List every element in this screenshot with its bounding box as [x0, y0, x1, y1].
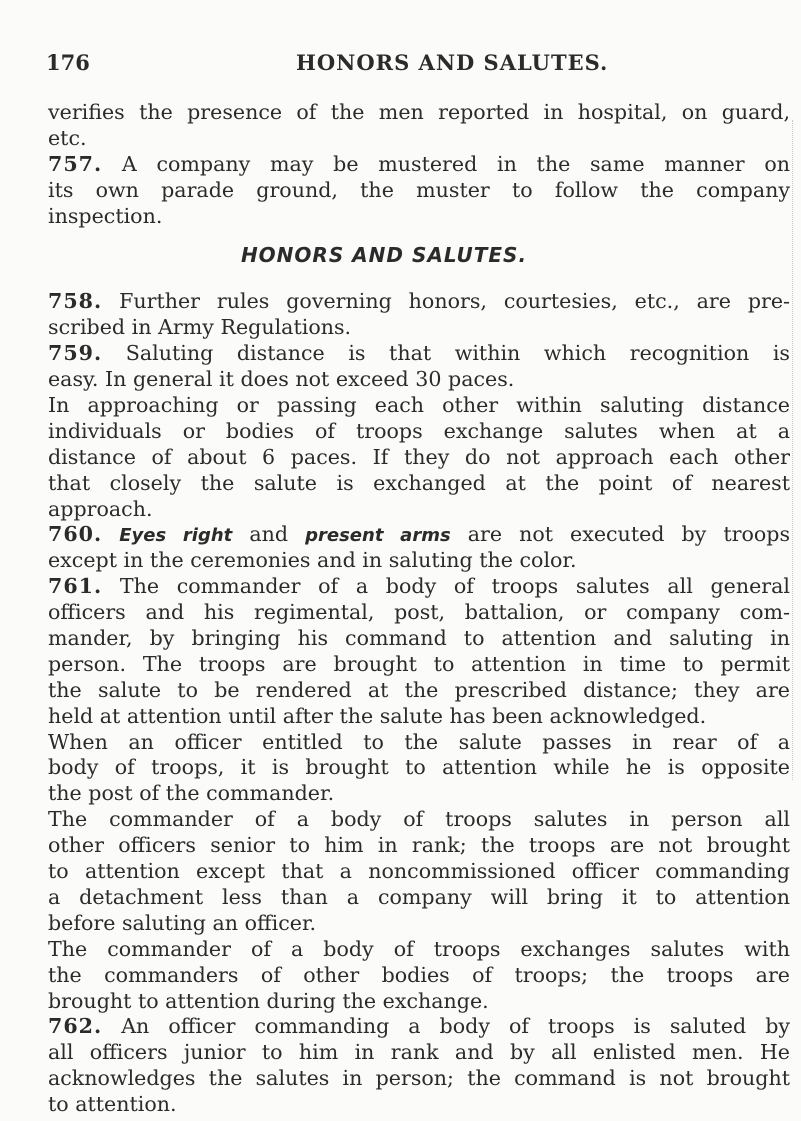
text-line: distance of about 6 paces. If they do not approach each other: [48, 444, 790, 469]
paragraph-758-line: [48, 289, 790, 315]
text-line: to attention.: [48, 1092, 177, 1117]
text-line: its own parade ground, the muster to follow the company: [48, 177, 790, 202]
command-present-arms: present arms: [305, 525, 451, 547]
page-edge-shadow: [789, 120, 793, 780]
text-line: etc.: [48, 125, 87, 150]
text-line: When an officer entitled to the salute passes in rear of a: [48, 729, 790, 754]
text-line: The commander of a body of troops salutes in person all: [48, 807, 790, 832]
text-line: acknowledges the salutes in person; the command is not brought: [48, 1066, 790, 1091]
section-number: 759.: [48, 341, 103, 366]
text-run: are not executed by troops: [467, 522, 791, 547]
page-number: 176: [46, 50, 90, 75]
paragraph-761-line: [48, 574, 790, 600]
text-line: person. The troops are brought to attention in time to permit: [48, 651, 790, 676]
text-run: An officer commanding a body of troops is saluted by: [121, 1014, 791, 1039]
text-line: a detachment less than a company will bring it to attention: [48, 884, 790, 909]
text-line: the salute to be rendered at the prescribed distance; they are: [48, 677, 790, 702]
text-line: other officers senior to him in rank; the troops are not brought: [48, 833, 790, 858]
text-line: before saluting an officer.: [48, 910, 317, 935]
command-eyes-right: Eyes right: [119, 525, 233, 547]
text-line: The commander of a body of troops exchanges salutes with: [48, 936, 790, 961]
text-line: In approaching or passing each other within saluting distance: [48, 393, 790, 418]
text-run: The commander of a body of troops salutes all general: [119, 574, 790, 599]
text-line: individuals or bodies of troops exchange salutes when at a: [48, 418, 790, 443]
text-line: officers and his regimental, post, battalion, or company com-: [48, 600, 790, 625]
text-run: Further rules governing honors, courtesies, etc., are pre-: [119, 289, 790, 314]
text-line: approach.: [48, 496, 153, 521]
paragraph-762-line: [48, 1014, 790, 1040]
paragraph-760-line: [48, 522, 790, 548]
text-line: the commanders of other bodies of troops; the troops are: [48, 962, 790, 987]
text-line: that closely the salute is exchanged at the point of nearest: [48, 470, 790, 495]
text-line: body of troops, it is brought to attention while he is opposite: [48, 755, 790, 780]
text-line: inspection.: [48, 203, 163, 228]
text-line: held at attention until after the salute has been acknowledged.: [48, 703, 707, 728]
text-line: mander, by bringing his command to attention and saluting in: [48, 626, 790, 651]
text-line: scribed in Army Regulations.: [48, 315, 352, 340]
text-run: A company may be mustered in the same manner on: [121, 151, 790, 176]
section-number: 760.: [48, 522, 103, 547]
section-number: 762.: [48, 1014, 103, 1039]
text-line: to attention except that a noncommissioned officer commanding: [48, 859, 790, 884]
paragraph-759-line: [48, 341, 790, 367]
text-line: brought to attention during the exchange.: [48, 988, 489, 1013]
text-line: the post of the commander.: [48, 781, 335, 806]
body-text: [48, 100, 790, 1118]
section-heading: HONORS AND SALUTES.: [240, 243, 528, 268]
text-run: and: [249, 522, 289, 547]
section-number: 757.: [48, 151, 103, 176]
text-line: verifies the presence of the men reported in hospital, on guard,: [48, 100, 790, 124]
running-header: [46, 50, 791, 74]
text-line: all officers junior to him in rank and by all enlisted men. He: [48, 1040, 790, 1065]
text-run: Saluting distance is that within which recognition is: [125, 341, 790, 366]
text-line: easy. In general it does not exceed 30 paces.: [48, 367, 515, 392]
section-number: 761.: [48, 574, 103, 599]
paragraph-757-line: [48, 152, 790, 178]
text-line: except in the ceremonies and in saluting the color.: [48, 548, 577, 573]
section-number: 758.: [48, 289, 103, 314]
running-title: HONORS AND SALUTES.: [296, 50, 609, 75]
